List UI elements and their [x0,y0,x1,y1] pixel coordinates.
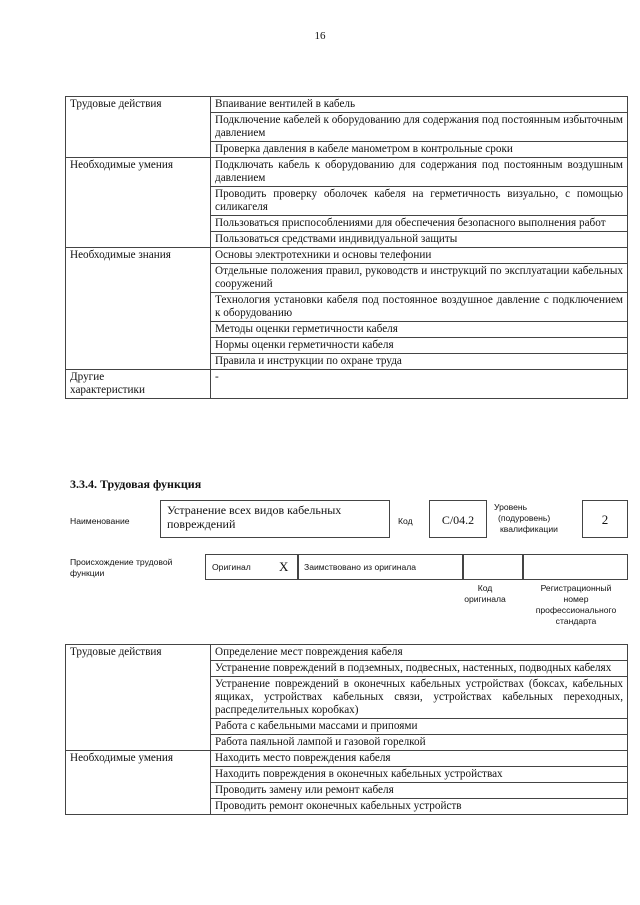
list-item: Отдельные положения правил, руководств и инструкций по эксплуатации кабельных сооружений [211,264,628,293]
table-row [66,751,628,767]
list-item: - [211,370,628,399]
reg-number-caption-line: Регистрационный [540,583,612,593]
level-label-line: Уровень [494,502,528,512]
row-label: Необходимые знания [66,248,211,370]
borrowed-box [298,554,463,580]
original-box [205,554,298,580]
labor-function-table-top [65,96,628,399]
code-box [429,500,487,538]
level-value: 2 [601,512,609,527]
list-item: Пользоваться приспособлениями для обеспечения безопасного выполнения работ [211,216,628,232]
row-label: Необходимые умения [66,158,211,248]
list-item: Проверка давления в кабеле манометром в контрольные сроки [211,142,628,158]
page-number: 16 [314,30,326,42]
original-mark: X [279,559,289,574]
list-item: Основы электротехники и основы телефонии [211,248,628,264]
list-item: Впаивание вентилей в кабель [211,97,628,113]
list-item: Нормы оценки герметичности кабеля [211,338,628,354]
level-label [494,502,574,535]
list-item: Работа паяльной лампой и газовой горелкой [211,735,628,751]
origin-label-line: Происхождение трудовой [70,557,173,567]
row-label-line: Другие [70,371,105,383]
row-label: Трудовые действия [66,97,211,158]
row-label: Необходимые умения [66,751,211,815]
row-label [66,370,211,399]
origin-code-caption [455,583,515,605]
list-item: Проводить замену или ремонт кабеля [211,783,628,799]
name-label: Наименование [70,516,130,526]
row-label-line: характеристики [70,384,145,396]
labor-function-table-bottom [65,644,628,815]
code-label: Код [398,516,413,526]
reg-number-box [523,554,628,580]
original-label: Оригинал [212,562,251,572]
code-value: C/04.2 [441,513,475,527]
list-item: Проводить проверку оболочек кабеля на герметичность визуально, с помощью силикагеля [211,187,628,216]
table-row [66,370,628,399]
level-box [582,500,628,538]
row-label: Трудовые действия [66,645,211,751]
list-item: Находить повреждения в оконечных кабельных устройствах [211,767,628,783]
table-row [66,158,628,187]
reg-number-caption-line: профессионального [535,605,617,615]
list-item: Проводить ремонт оконечных кабельных устройств [211,799,628,815]
list-item: Пользоваться средствами индивидуальной защиты [211,232,628,248]
reg-number-caption [526,583,626,627]
table-row [66,97,628,113]
function-name-value: Устранение всех видов кабельных повреждений [167,503,342,531]
section-title: 3.3.4. Трудовая функция [70,477,202,491]
origin-code-caption-line: Код [477,583,493,593]
list-item: Работа с кабельными массами и припоями [211,719,628,735]
list-item: Определение мест повреждения кабеля [211,645,628,661]
origin-label [70,557,172,579]
function-name-box [160,500,390,538]
list-item: Находить место повреждения кабеля [211,751,628,767]
level-label-line: квалификации [500,524,558,534]
list-item: Устранение повреждений в оконечных кабельных устройствах (боксах, кабельных ящиках, устройствах кабельных связи, устройствах кабельных переходных, распределительных коробках) [211,677,628,719]
list-item: Методы оценки герметичности кабеля [211,322,628,338]
list-item: Технология установки кабеля под постоянное воздушное давление с подключением к оборудованию [211,293,628,322]
borrowed-label: Заимствовано из оригинала [304,562,417,572]
table-row [66,248,628,264]
list-item: Подключение кабелей к оборудованию для содержания под постоянным избыточным давлением [211,113,628,142]
reg-number-caption-line: номер [563,594,589,604]
reg-number-caption-line: стандарта [555,616,597,626]
table-row [66,645,628,661]
list-item: Устранение повреждений в подземных, подвесных, настенных, подводных кабелях [211,661,628,677]
list-item: Подключать кабель к оборудованию для содержания под постоянным воздушным давлением [211,158,628,187]
origin-label-line: функции [70,568,105,578]
list-item: Правила и инструкции по охране труда [211,354,628,370]
origin-code-box [463,554,523,580]
origin-code-caption-line: оригинала [464,594,506,604]
level-label-line: (подуровень) [498,513,551,523]
